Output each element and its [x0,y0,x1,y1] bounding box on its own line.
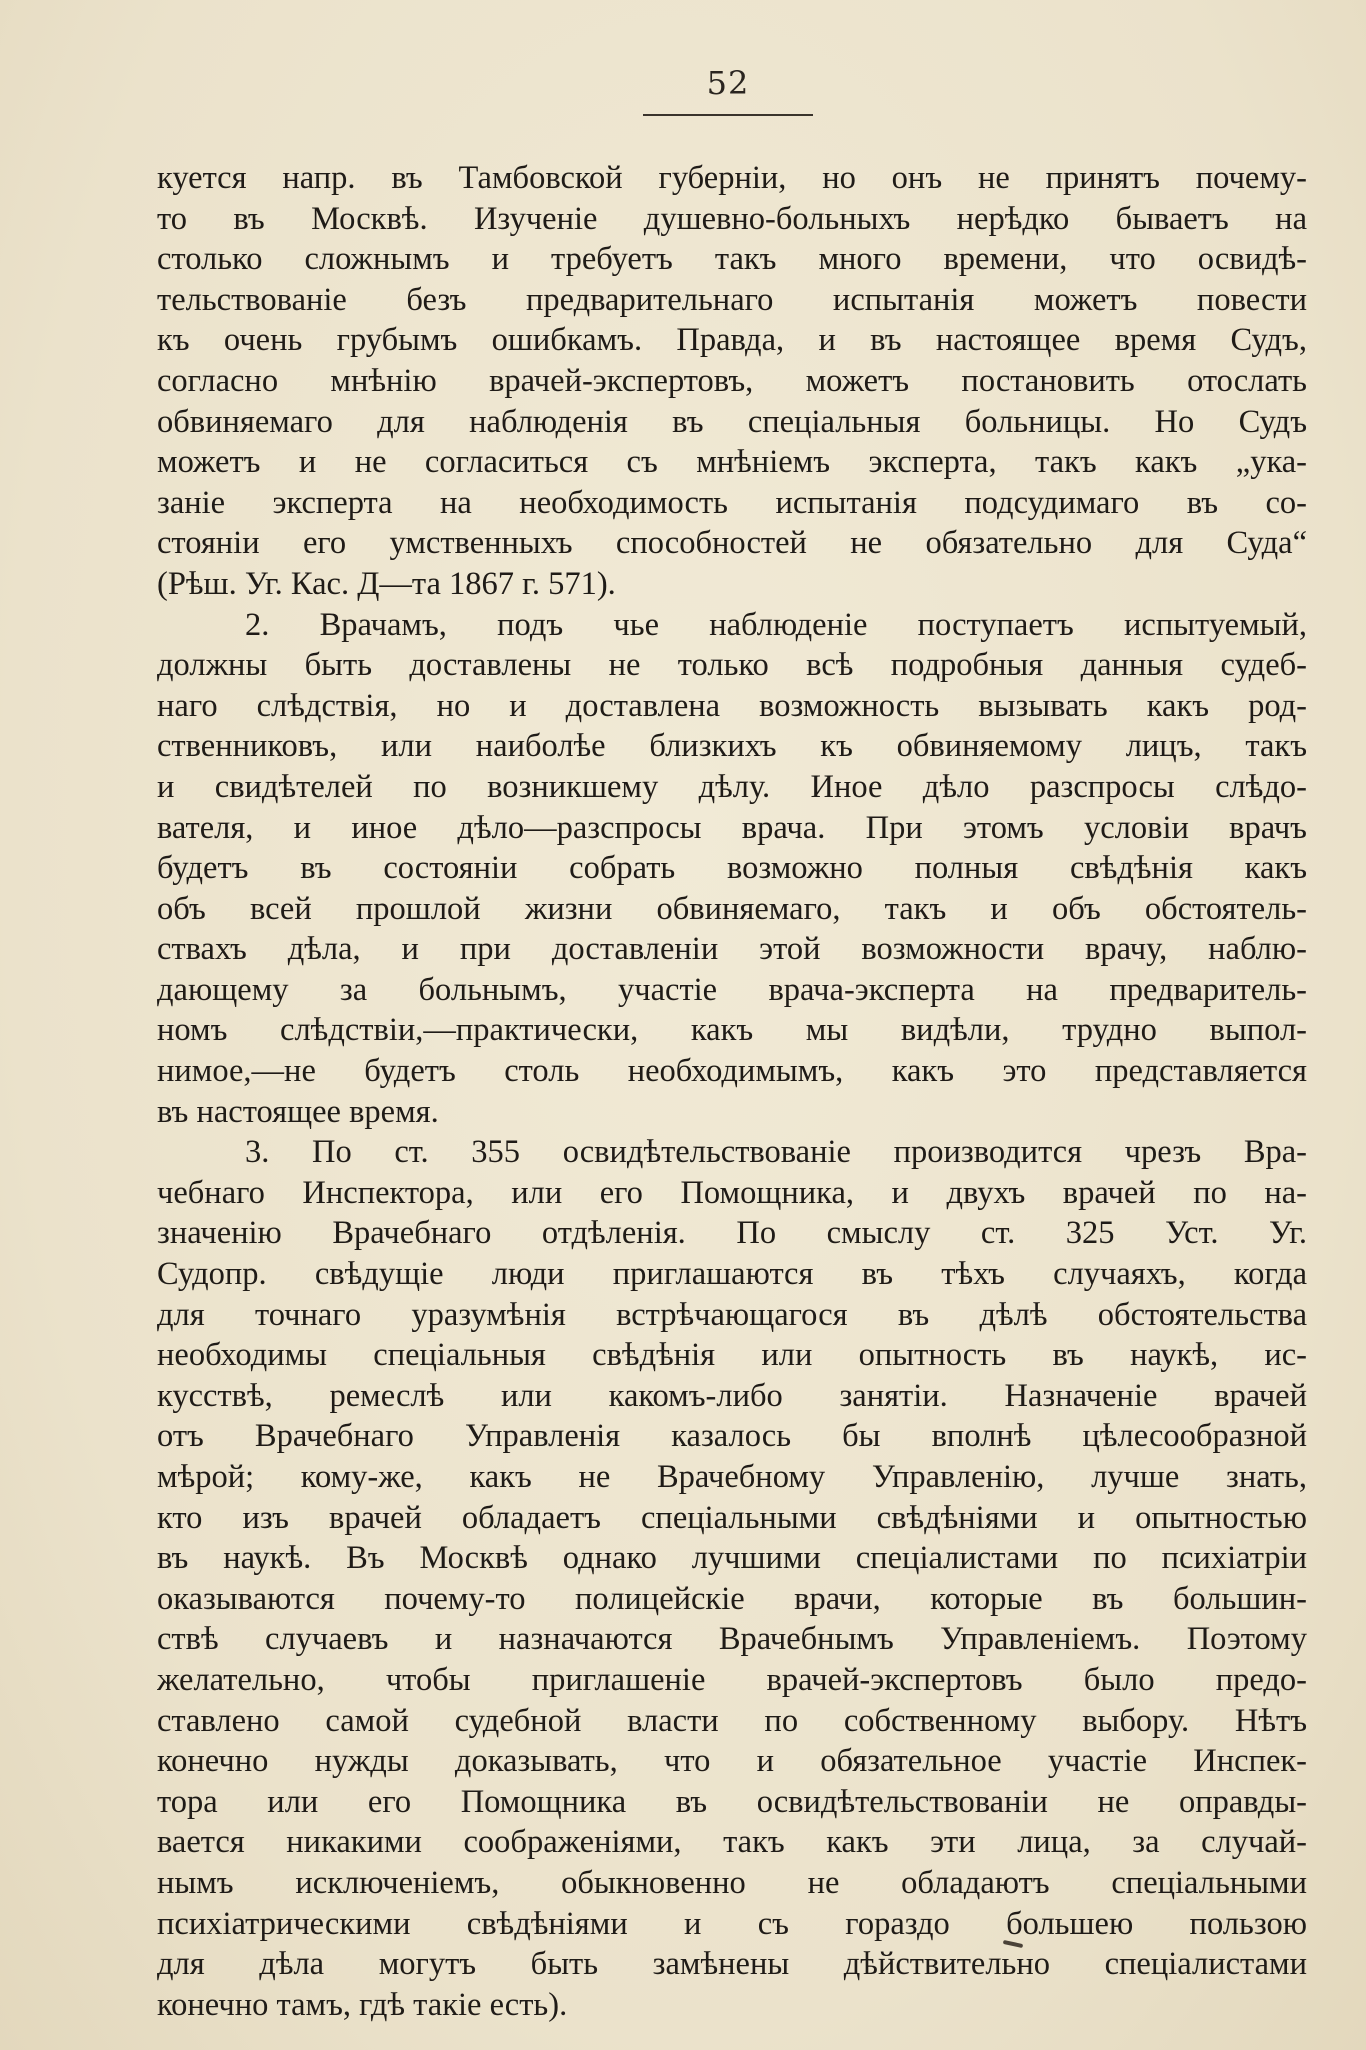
text-line: должны быть доставлены не только всѣ подробныя данныя судеб- [157,647,1307,684]
text-line: дающему за больнымъ, участіе врача-эксперта на предваритель- [157,971,1307,1008]
text-line: столько сложнымъ и требуетъ такъ много времени, что освидѣ- [157,241,1307,278]
text-line: конечно тамъ, гдѣ такіе есть). [157,1986,568,2023]
text-line: для дѣла могутъ быть замѣнены дѣйствительно спеціалистами [157,1946,1307,1983]
text-line: вается никакими соображеніями, такъ какъ эти лица, за случай- [157,1824,1307,1861]
text-line: нимое,—не будетъ столь необходимымъ, какъ это представляется [157,1053,1307,1090]
text-line: объ всей прошлой жизни обвиняемаго, такъ и объ обстоятель- [157,890,1307,927]
text-line: ствѣ случаевъ и назначаются Врачебнымъ Управленіемъ. Поэтому [157,1621,1307,1658]
header-rule [643,114,813,116]
text-line-paragraph-start: 2. Врачамъ, подъ чье наблюденіе поступаетъ испытуемый, [245,606,1307,643]
text-line: кусствѣ, ремеслѣ или какомъ-либо занятіи. Назначеніе врачей [157,1377,1307,1414]
text-line: согласно мнѣнію врачей-экспертовъ, можетъ постановить отослать [157,362,1307,399]
text-line: обвиняемаго для наблюденія въ спеціальныя больницы. Но Судъ [157,403,1307,440]
text-line: въ наукѣ. Въ Москвѣ однако лучшими спеціалистами по психіатріи [157,1540,1307,1577]
text-line: номъ слѣдствіи,—практически, какъ мы видѣли, трудно выпол- [157,1012,1307,1049]
text-line: къ очень грубымъ ошибкамъ. Правда, и въ настоящее время Судъ, [157,322,1307,359]
text-line: Судопр. свѣдущіе люди приглашаются въ тѣхъ случаяхъ, когда [157,1256,1307,1293]
text-line: психіатрическими свѣдѣніями и съ гораздо большею пользою [157,1905,1307,1942]
text-line: конечно нужды доказывать, что и обязательное участіе Инспек- [157,1743,1307,1780]
text-line: вателя, и иное дѣло—разспросы врача. При этомъ условіи врачъ [157,809,1307,846]
text-line: ставлено самой судебной власти по собственному выбору. Нѣтъ [157,1702,1307,1739]
text-line: заніе эксперта на необходимость испытанія подсудимаго въ со- [157,484,1307,521]
text-line: кто изъ врачей обладаетъ спеціальными свѣдѣніями и опытностью [157,1499,1307,1536]
text-line: стояніи его умственныхъ способностей не обязательно для Суда“ [157,525,1307,562]
text-line: для точнаго уразумѣнія встрѣчающагося въ дѣлѣ обстоятельства [157,1296,1307,1333]
text-line: чебнаго Инспектора, или его Помощника, и двухъ врачей по на- [157,1174,1307,1211]
text-line: мѣрой; кому-же, какъ не Врачебному Управленію, лучше знать, [157,1459,1307,1495]
text-line: значенію Врачебнаго отдѣленія. По смыслу ст. 325 Уст. Уг. [157,1215,1307,1252]
text-line: необходимы спеціальныя свѣдѣнія или опытность въ наукѣ, ис- [157,1337,1307,1374]
text-line: то въ Москвѣ. Изученіе душевно-больныхъ нерѣдко бываетъ на [157,200,1307,237]
page-number: 52 [706,64,750,102]
text-line: будетъ въ состояніи собрать возможно полныя свѣдѣнія какъ [157,850,1307,887]
text-line: оказываются почему-то полицейскіе врачи, которые въ большин- [157,1580,1307,1617]
text-line: можетъ и не согласиться съ мнѣніемъ эксперта, такъ какъ „ука- [157,444,1307,481]
text-line: тельствованіе безъ предварительнаго испытанія можетъ повести [157,281,1307,318]
text-line: нымъ исключеніемъ, обыкновенно не обладаютъ спеціальными [157,1864,1307,1901]
text-line: отъ Врачебнаго Управленія казалось бы вполнѣ цѣлесообразной [157,1418,1307,1455]
text-line: (Рѣш. Уг. Кас. Д—та 1867 г. 571). [157,565,616,602]
text-line: ствахъ дѣла, и при доставленіи этой возможности врачу, наблю- [157,931,1307,968]
text-line: ственниковъ, или наиболѣе близкихъ къ обвиняемому лицъ, такъ [157,728,1307,765]
text-line: въ настоящее время. [157,1093,439,1130]
text-line: тора или его Помощника въ освидѣтельствованіи не оправды- [157,1783,1307,1820]
text-line: желательно, чтобы приглашеніе врачей-экспертовъ было предо- [157,1661,1307,1698]
text-line-paragraph-start: 3. По ст. 355 освидѣтельствованіе производится чрезъ Вра- [245,1134,1307,1171]
text-line: куется напр. въ Тамбовской губерніи, но онъ не принятъ почему- [157,160,1307,196]
text-line: наго слѣдствія, но и доставлена возможность вызывать какъ род- [157,687,1307,724]
body-text [157,158,1307,2025]
text-line: и свидѣтелей по возникшему дѣлу. Иное дѣло разспросы слѣдо- [157,768,1307,805]
